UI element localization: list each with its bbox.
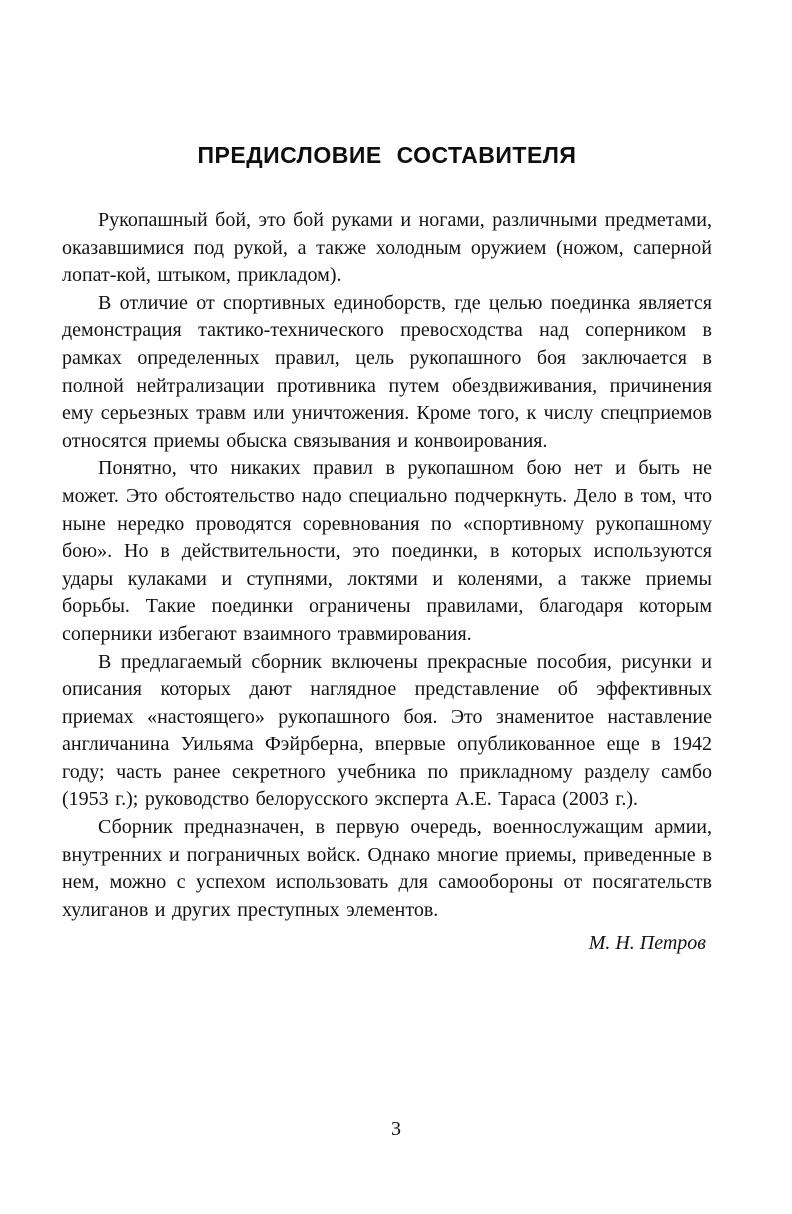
text-block bbox=[62, 0, 712, 957]
page-title: ПРЕДИСЛОВИЕ СОСТАВИТЕЛЯ bbox=[197, 142, 577, 168]
page-number: 3 bbox=[391, 1118, 401, 1140]
paragraph: Рукопашный бой, это бой руками и ногами, различными предметами, оказавшимися под рукой, а также холодным оружием (ножом, саперной лопат-кой, штыком, прикладом). bbox=[62, 209, 712, 287]
paragraph: Сборник предназначен, в первую очередь, военнослужащим армии, внутренних и пограничных войск. Однако многие приемы, приведенные в нем, можно с успехом использовать для самообороны от посягательств хулиганов и других преступных элементов. bbox=[62, 816, 712, 921]
author-signature: М. Н. Петров bbox=[588, 932, 706, 955]
paragraph: Понятно, что никаких правил в рукопашном бою нет и быть не может. Это обстоятельство надо специально подчеркнуть. Дело в том, что ныне нередко проводятся соревнования по «спортивному рукопашному бою». Но в действительности, это поединки, в которых используются удары кулаками и ступнями, локтями и коленями, а также приемы борьбы. Такие поединки ограничены правилами, благодаря которым соперники избегают взаимного травмирования. bbox=[62, 457, 712, 645]
body-text bbox=[62, 207, 712, 924]
paragraph: В предлагаемый сборник включены прекрасные пособия, рисунки и описания которых дают наглядное представление об эффективных приемах «настоящего» рукопашного боя. Это знаменитое наставление англичанина Уильяма Фэйрберна, впервые опубликованное еще в 1942 году; часть ранее секретного учебника по прикладному разделу самбо (1953 г.); руководство белорусского эксперта А.Е. Тараса (2003 г.). bbox=[62, 650, 712, 811]
paragraph: В отличие от спортивных единоборств, где целью поединка является демонстрация тактико-технического превосходства над соперником в рамках определенных правил, цель рукопашного боя заключается в полной нейтрализации противника путем обездвиживания, причинения ему серьезных травм или уничтожения. Кроме того, к числу спецприемов относятся приемы обыска связывания и конвоирования. bbox=[62, 291, 712, 452]
